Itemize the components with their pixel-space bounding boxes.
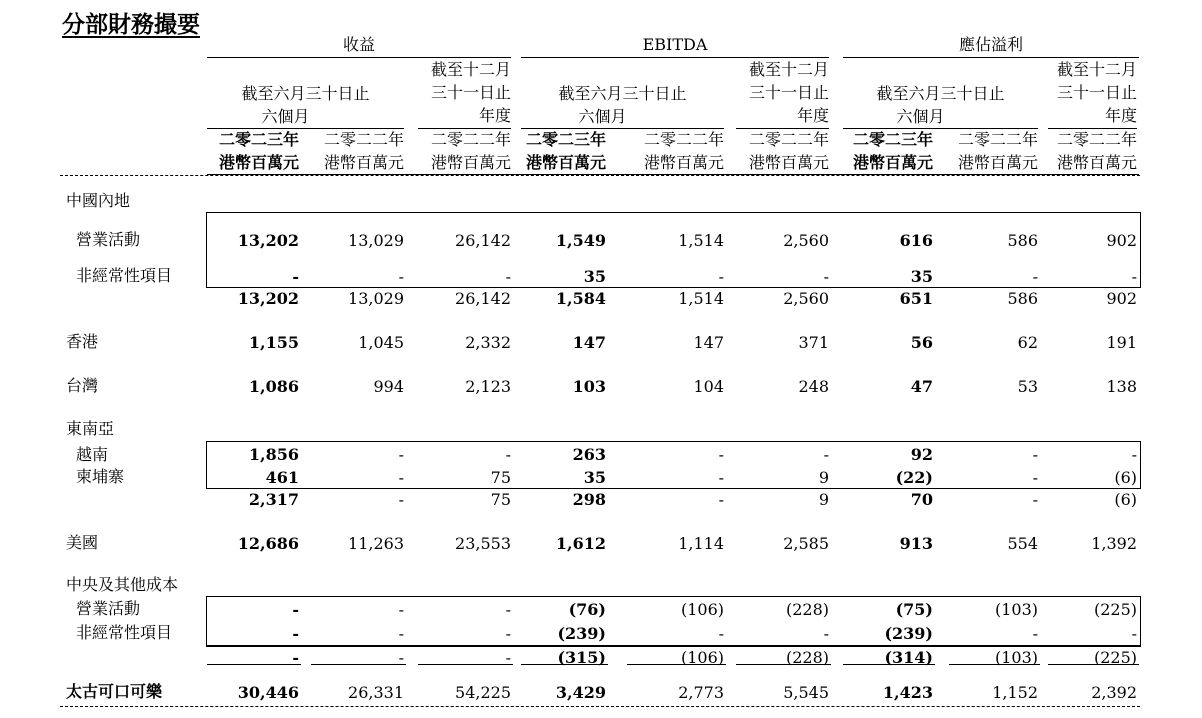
table-cell: -	[292, 267, 299, 286]
row-label: 越南	[76, 445, 109, 464]
year-label: 二零二二年	[323, 130, 404, 149]
period-label: 六個月	[578, 107, 627, 126]
table-cell: 1,114	[678, 534, 724, 553]
table-cell: (22)	[895, 468, 933, 487]
table-cell: -	[1131, 624, 1137, 643]
table-cell: -	[1032, 624, 1038, 643]
period-label: 年度	[478, 106, 511, 125]
table-cell: 1,514	[678, 289, 724, 308]
table-cell: 651	[899, 289, 933, 308]
table-cell: -	[292, 600, 299, 619]
table-cell: 138	[1106, 377, 1137, 396]
year-label: 二零二二年	[1056, 130, 1137, 149]
group-rule	[521, 57, 829, 58]
table-cell: (103)	[994, 600, 1038, 619]
table-cell: (75)	[895, 600, 933, 619]
subtotal-rule	[206, 646, 1141, 647]
header-dashed-rule	[60, 175, 1140, 176]
table-cell: -	[292, 624, 299, 643]
table-cell: -	[823, 267, 829, 286]
table-cell: (6)	[1114, 468, 1137, 487]
table-cell: 1,152	[992, 683, 1038, 702]
table-cell: 191	[1106, 333, 1137, 352]
year-label: 二零二二年	[748, 130, 829, 149]
table-cell: 5,545	[783, 683, 829, 702]
table-cell: 75	[490, 468, 511, 487]
group-rule	[207, 57, 511, 58]
period-rule	[207, 128, 404, 129]
table-cell: (106)	[680, 600, 724, 619]
table-cell: -	[505, 648, 511, 667]
table-cell: -	[398, 468, 404, 487]
table-cell: 913	[899, 534, 933, 553]
table-cell: 11,263	[348, 534, 404, 553]
table-cell: 586	[1007, 289, 1038, 308]
table-cell: (103)	[994, 648, 1038, 667]
table-cell: -	[1131, 445, 1137, 464]
row-label: 營業活動	[76, 230, 141, 249]
table-cell: -	[718, 445, 724, 464]
table-cell: (225)	[1093, 648, 1137, 667]
table-cell: 70	[910, 490, 933, 509]
year-label: 二零二三年	[852, 130, 933, 149]
table-cell: 2,585	[783, 534, 829, 553]
unit-label: 港幣百萬元	[323, 153, 404, 172]
row-label: 非經常性項目	[76, 623, 173, 642]
table-cell: (106)	[680, 648, 724, 667]
year-label: 二零二二年	[957, 130, 1038, 149]
table-cell: -	[718, 624, 724, 643]
table-cell: 9	[818, 490, 829, 509]
table-cell: 1,086	[248, 377, 299, 396]
table-cell: 54,225	[455, 683, 511, 702]
table-cell: 2,560	[783, 289, 829, 308]
period-label: 截至十二月	[748, 60, 829, 79]
table-cell: 9	[818, 468, 829, 487]
period-label: 年度	[796, 106, 829, 125]
row-label: 非經常性項目	[76, 266, 173, 285]
table-cell: 13,029	[348, 289, 404, 308]
table-cell: 47	[910, 377, 933, 396]
unit-label: 港幣百萬元	[525, 153, 606, 172]
table-cell: (228)	[785, 600, 829, 619]
unit-label: 港幣百萬元	[643, 153, 724, 172]
table-cell: -	[398, 445, 404, 464]
period-rule	[521, 128, 724, 129]
unit-label: 港幣百萬元	[218, 153, 299, 172]
table-cell: -	[398, 600, 404, 619]
group-header: 收益	[342, 35, 375, 54]
table-cell: 2,560	[783, 231, 829, 250]
period-label: 三十一日止	[748, 83, 829, 102]
table-cell: (6)	[1114, 490, 1137, 509]
table-cell: -	[398, 624, 404, 643]
table-cell: 2,332	[465, 333, 511, 352]
table-cell: 147	[572, 333, 606, 352]
table-cell: 12,686	[237, 534, 299, 553]
table-cell: 147	[693, 333, 724, 352]
table-cell: 3,429	[555, 683, 606, 702]
table-cell: -	[1032, 267, 1038, 286]
period-label: 年度	[1104, 106, 1137, 125]
table-cell: 1,392	[1091, 534, 1137, 553]
table-cell: 26,142	[455, 289, 511, 308]
table-cell: -	[505, 267, 511, 286]
table-cell: (76)	[568, 600, 606, 619]
table-cell: -	[1131, 267, 1137, 286]
table-cell: 2,392	[1091, 683, 1137, 702]
row-label: 中央及其他成本	[66, 575, 179, 594]
table-cell: 616	[899, 231, 933, 250]
row-label: 中國內地	[66, 191, 131, 210]
table-cell: 23,553	[455, 534, 511, 553]
table-cell: -	[823, 445, 829, 464]
table-cell: -	[718, 267, 724, 286]
year-label: 二零二三年	[525, 130, 606, 149]
table-cell: -	[718, 490, 724, 509]
table-cell: 248	[798, 377, 829, 396]
table-cell: -	[1032, 490, 1038, 509]
table-cell: 75	[490, 490, 511, 509]
table-cell: 902	[1106, 289, 1137, 308]
table-cell: (228)	[785, 648, 829, 667]
period-label: 三十一日止	[430, 83, 511, 102]
period-rule	[736, 128, 829, 129]
table-cell: 1,514	[678, 231, 724, 250]
table-cell: 554	[1007, 534, 1038, 553]
footer-dashed-rule	[60, 706, 1140, 707]
table-cell: 103	[572, 377, 606, 396]
table-cell: 2,317	[248, 490, 299, 509]
table-cell: -	[398, 490, 404, 509]
period-label: 截至六月三十日止	[876, 84, 1005, 103]
table-cell: 35	[583, 267, 606, 286]
table-cell: 35	[910, 267, 933, 286]
table-cell: -	[398, 267, 404, 286]
table-cell: -	[718, 468, 724, 487]
table-cell: 62	[1017, 333, 1038, 352]
table-cell: 13,202	[237, 289, 299, 308]
period-rule	[843, 128, 1038, 129]
table-cell: 26,331	[348, 683, 404, 702]
table-cell: 35	[583, 468, 606, 487]
table-cell: 1,856	[248, 445, 299, 464]
table-cell: 13,029	[348, 231, 404, 250]
table-cell: 26,142	[455, 231, 511, 250]
table-cell: -	[292, 648, 299, 667]
table-cell: -	[505, 445, 511, 464]
row-label: 太古可口可樂	[66, 682, 163, 701]
table-cell: 586	[1007, 231, 1038, 250]
row-label: 柬埔寨	[76, 467, 125, 486]
table-cell: 92	[910, 445, 933, 464]
table-cell: -	[505, 600, 511, 619]
table-cell: 1,549	[555, 231, 606, 250]
table-cell: 53	[1017, 377, 1038, 396]
year-label: 二零二三年	[218, 130, 299, 149]
row-label: 美國	[66, 533, 99, 552]
table-cell: -	[505, 624, 511, 643]
group-header: 應佔溢利	[958, 35, 1023, 54]
row-label: 營業活動	[76, 599, 141, 618]
table-cell: 30,446	[237, 683, 299, 702]
period-label: 三十一日止	[1056, 83, 1137, 102]
year-label: 二零二二年	[430, 130, 511, 149]
unit-label: 港幣百萬元	[957, 153, 1038, 172]
table-cell: 298	[572, 490, 606, 509]
row-label: 東南亞	[66, 419, 115, 438]
period-rule	[418, 128, 511, 129]
unit-label: 港幣百萬元	[852, 153, 933, 172]
period-label: 六個月	[261, 107, 310, 126]
table-cell: 2,773	[678, 683, 724, 702]
group-header: EBITDA	[642, 35, 708, 54]
table-cell: (225)	[1093, 600, 1137, 619]
table-cell: (239)	[557, 624, 606, 643]
table-cell: 371	[798, 333, 829, 352]
table-cell: 1,584	[555, 289, 606, 308]
period-label: 六個月	[896, 107, 945, 126]
period-label: 截至十二月	[430, 60, 511, 79]
year-label: 二零二二年	[643, 130, 724, 149]
table-cell: 1,155	[248, 333, 299, 352]
table-cell: (239)	[884, 624, 933, 643]
row-label: 香港	[66, 332, 99, 351]
table-cell: (314)	[884, 648, 933, 667]
table-cell: 1,423	[882, 683, 933, 702]
table-cell: -	[398, 648, 404, 667]
period-label: 截至十二月	[1056, 60, 1137, 79]
table-cell: 56	[910, 333, 933, 352]
table-cell: 994	[373, 377, 404, 396]
unit-label: 港幣百萬元	[1056, 153, 1137, 172]
table-cell: 902	[1106, 231, 1137, 250]
table-cell: (315)	[557, 648, 606, 667]
unit-label: 港幣百萬元	[430, 153, 511, 172]
table-cell: 104	[693, 377, 724, 396]
table-cell: 13,202	[237, 231, 299, 250]
table-cell: -	[1032, 445, 1038, 464]
table-cell: 461	[265, 468, 299, 487]
row-label: 台灣	[66, 376, 99, 395]
unit-label: 港幣百萬元	[748, 153, 829, 172]
table-cell: 1,045	[358, 333, 404, 352]
period-label: 截至六月三十日止	[558, 84, 687, 103]
table-cell: -	[1032, 468, 1038, 487]
period-label: 截至六月三十日止	[241, 84, 370, 103]
page-title: 分部財務撮要	[62, 11, 200, 38]
group-rule	[843, 57, 1139, 58]
table-cell: 263	[572, 445, 606, 464]
table-cell: 2,123	[465, 377, 511, 396]
table-cell: 1,612	[555, 534, 606, 553]
period-rule	[1048, 128, 1137, 129]
table-cell: -	[823, 624, 829, 643]
